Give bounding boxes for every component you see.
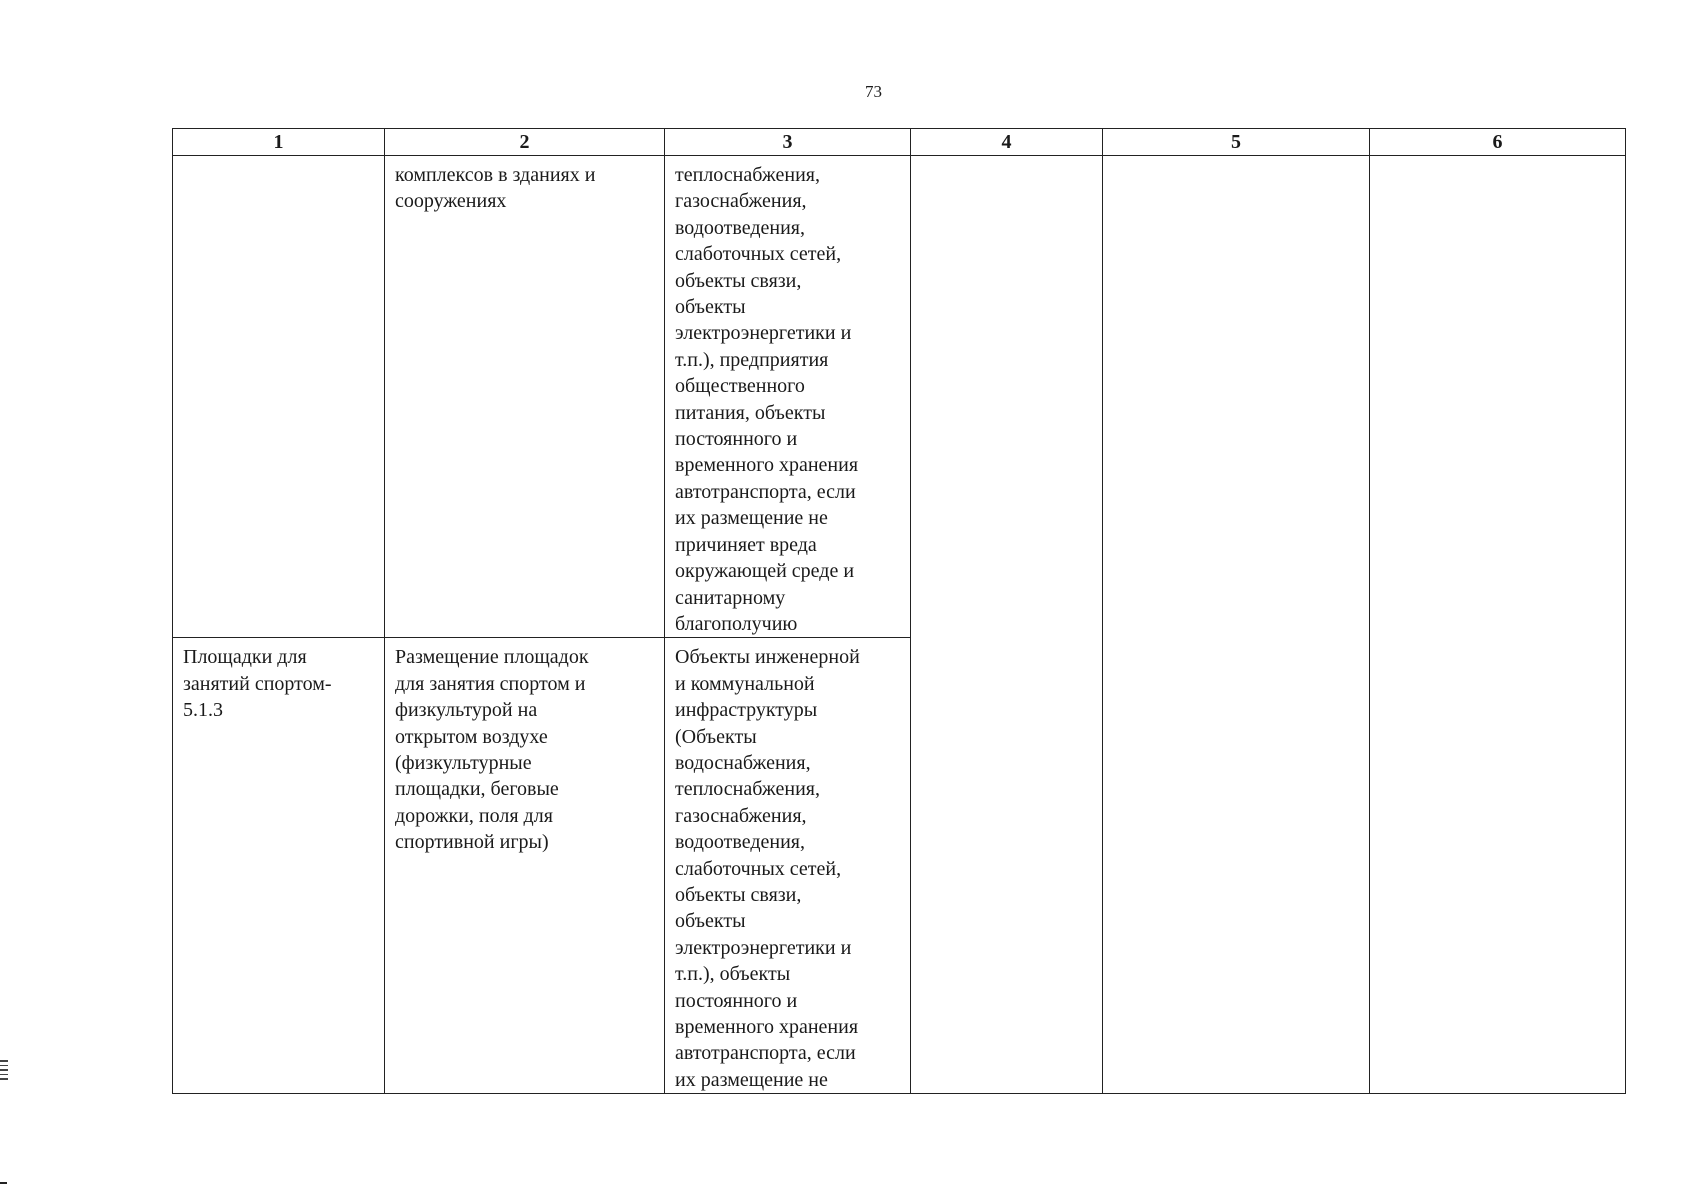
cell-text: Площадки для занятий спортом- 5.1.3	[183, 646, 332, 722]
merged-cell-col-4	[911, 156, 1103, 1094]
page-number: 73	[865, 82, 882, 101]
scan-mark	[0, 1060, 8, 1062]
scan-mark	[0, 1069, 8, 1071]
header-col-5: 5	[1103, 129, 1370, 156]
table-cell	[385, 638, 665, 1094]
cell-text: теплоснабжения, газоснабжения, водоотведения, слаботочных сетей, объекты связи, объекты электроэнергетики и т.п.), предприятия общественного питания, объекты постоянного и временного хранения автотранспорта, если их размещение не причиняет вреда окружающей среде и санитарному благополучию	[675, 164, 859, 635]
cell-text	[173, 156, 384, 162]
cell-text	[1103, 156, 1369, 162]
header-row	[173, 129, 1626, 156]
table-cell	[385, 156, 665, 638]
scan-mark	[0, 1065, 8, 1067]
header-col-1: 1	[173, 129, 385, 156]
cell-text	[911, 156, 1102, 162]
header-col-2: 2	[385, 129, 665, 156]
table-cell	[173, 638, 385, 1094]
scan-margin-marks	[0, 1060, 8, 1083]
table-cell	[665, 638, 911, 1094]
table-cell	[173, 156, 385, 638]
cell-text: комплексов в зданиях и сооружениях	[395, 164, 596, 213]
table-cell	[665, 156, 911, 638]
merged-cell-col-5	[1103, 156, 1370, 1094]
header-col-4: 4	[911, 129, 1103, 156]
merged-cell-col-6	[1370, 156, 1626, 1094]
table-row	[173, 156, 1626, 638]
header-col-3: 3	[665, 129, 911, 156]
scan-margin-dash	[0, 1182, 7, 1184]
cell-text	[1370, 156, 1625, 162]
header-col-6: 6	[1370, 129, 1626, 156]
cell-text: Размещение площадок для занятия спортом и физкультурой на открытом воздухе (физкультурные площадки, беговые дорожки, поля для спортивной игры)	[395, 646, 589, 854]
land-use-table	[172, 128, 1626, 1094]
scan-mark	[0, 1078, 8, 1080]
cell-text: Объекты инженерной и коммунальной инфраструктуры (Объекты водоснабжения, теплоснабжения, газоснабжения, водоотведения, слаботочных сетей, объекты связи, объекты электроэнергетики и т.п.), объекты постоянного и временного хранения автотранспорта, если их размещение не	[675, 646, 860, 1091]
scan-mark	[0, 1074, 8, 1076]
